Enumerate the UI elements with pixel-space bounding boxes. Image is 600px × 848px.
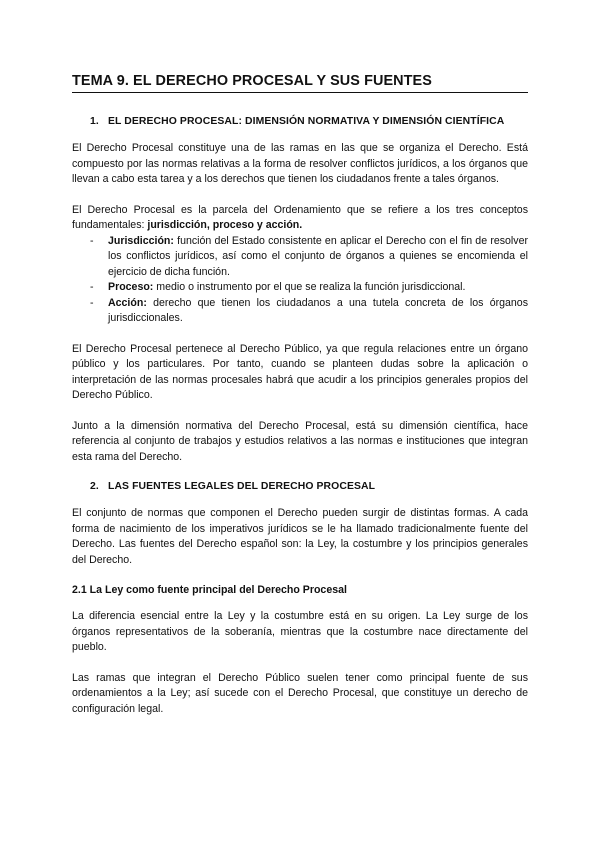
section-1-heading-text: EL DERECHO PROCESAL: DIMENSIÓN NORMATIVA Y DIMENSIÓN CIENTÍFICA — [108, 116, 505, 127]
subsection-2-1-heading: 2.1 La Ley como fuente principal del Derecho Procesal — [72, 584, 347, 596]
section-2-number: 2. — [90, 481, 99, 492]
paragraph-2-bold-concepts: jurisdicción, proceso y acción. — [147, 219, 303, 231]
list-item-term: Proceso: — [108, 281, 154, 293]
concepts-list — [72, 234, 528, 327]
subsection-2-1-paragraph-2: Las ramas que integran el Derecho Público suelen tener como principal fuente de sus ordenamientos a la Ley; así sucede con el Derecho Procesal, que constituye un derecho de configuración legal. — [72, 671, 528, 715]
list-item — [90, 234, 528, 281]
list-item-term: Jurisdicción: — [108, 234, 174, 247]
section-1-paragraph-3: El Derecho Procesal pertenece al Derecho Público, ya que regula relaciones entre un órgano público y los particulares. Por tanto, cuando se planteen dudas sobre la aplicación o interpretación de las normas procesales habrá que acudir a los principios generales propios del Derecho Público. — [72, 342, 528, 401]
list-item — [90, 296, 528, 327]
list-item-term: Acción: — [108, 296, 147, 309]
list-item-text: medio o instrumento por el que se realiza la función jurisdiccional. — [153, 281, 466, 293]
paragraph-2-lead-text: El Derecho Procesal es la parcela del Ordenamiento que se refiere a los tres conceptos fundamentales: — [72, 203, 528, 231]
section-1-paragraph-1: El Derecho Procesal constituye una de las ramas en las que se organiza el Derecho. Está compuesto por las normas relativas a la forma de resolver conflictos jurídicos, a los órganos que llevan a cabo esta tarea y a los derechos que tienen los ciudadanos frente a tales órganos. — [72, 142, 528, 185]
list-dash: - — [90, 296, 94, 309]
list-item-text: derecho que tienen los ciudadanos a una tutela concreta de los órganos jurisdiccionales. — [108, 296, 528, 324]
section-2-paragraph-1: El conjunto de normas que componen el Derecho pueden surgir de distintas formas. A cada forma de nacimiento de los imperativos jurídicos se le ha llamado tradicionalmente fuente del Derecho. Las fuentes del Derecho español son: la Ley, la costumbre y los principios generales del Derecho. — [72, 507, 528, 566]
section-1-paragraph-4: Junto a la dimensión normativa del Derecho Procesal, está su dimensión científica, hace referencia al conjunto de trabajos y estudios relativos a las normas e instituciones que integran esta rama del Derecho. — [72, 419, 528, 463]
section-1-number: 1. — [90, 116, 99, 127]
list-dash: - — [90, 281, 94, 293]
document-page — [72, 72, 528, 717]
section-2-heading — [72, 480, 528, 494]
list-item-text: función del Estado consistente en aplicar el Derecho con el fin de resolver los conflictos jurídicos, así como el conjunto de órganos a quienes se encomienda el ejercicio de dicha función. — [108, 234, 528, 278]
list-item — [90, 280, 528, 296]
list-dash: - — [90, 234, 94, 247]
document-title: TEMA 9. EL DERECHO PROCESAL Y SUS FUENTES — [72, 72, 528, 93]
section-2-heading-text: LAS FUENTES LEGALES DEL DERECHO PROCESAL — [108, 481, 376, 492]
section-1-paragraph-2 — [72, 203, 528, 234]
section-1-heading — [72, 115, 528, 129]
subsection-2-1-paragraph-1: La diferencia esencial entre la Ley y la costumbre está en su origen. La Ley surge de los órganos representativos de la soberanía, mientras que la costumbre nace directamente del pueblo. — [72, 610, 528, 653]
